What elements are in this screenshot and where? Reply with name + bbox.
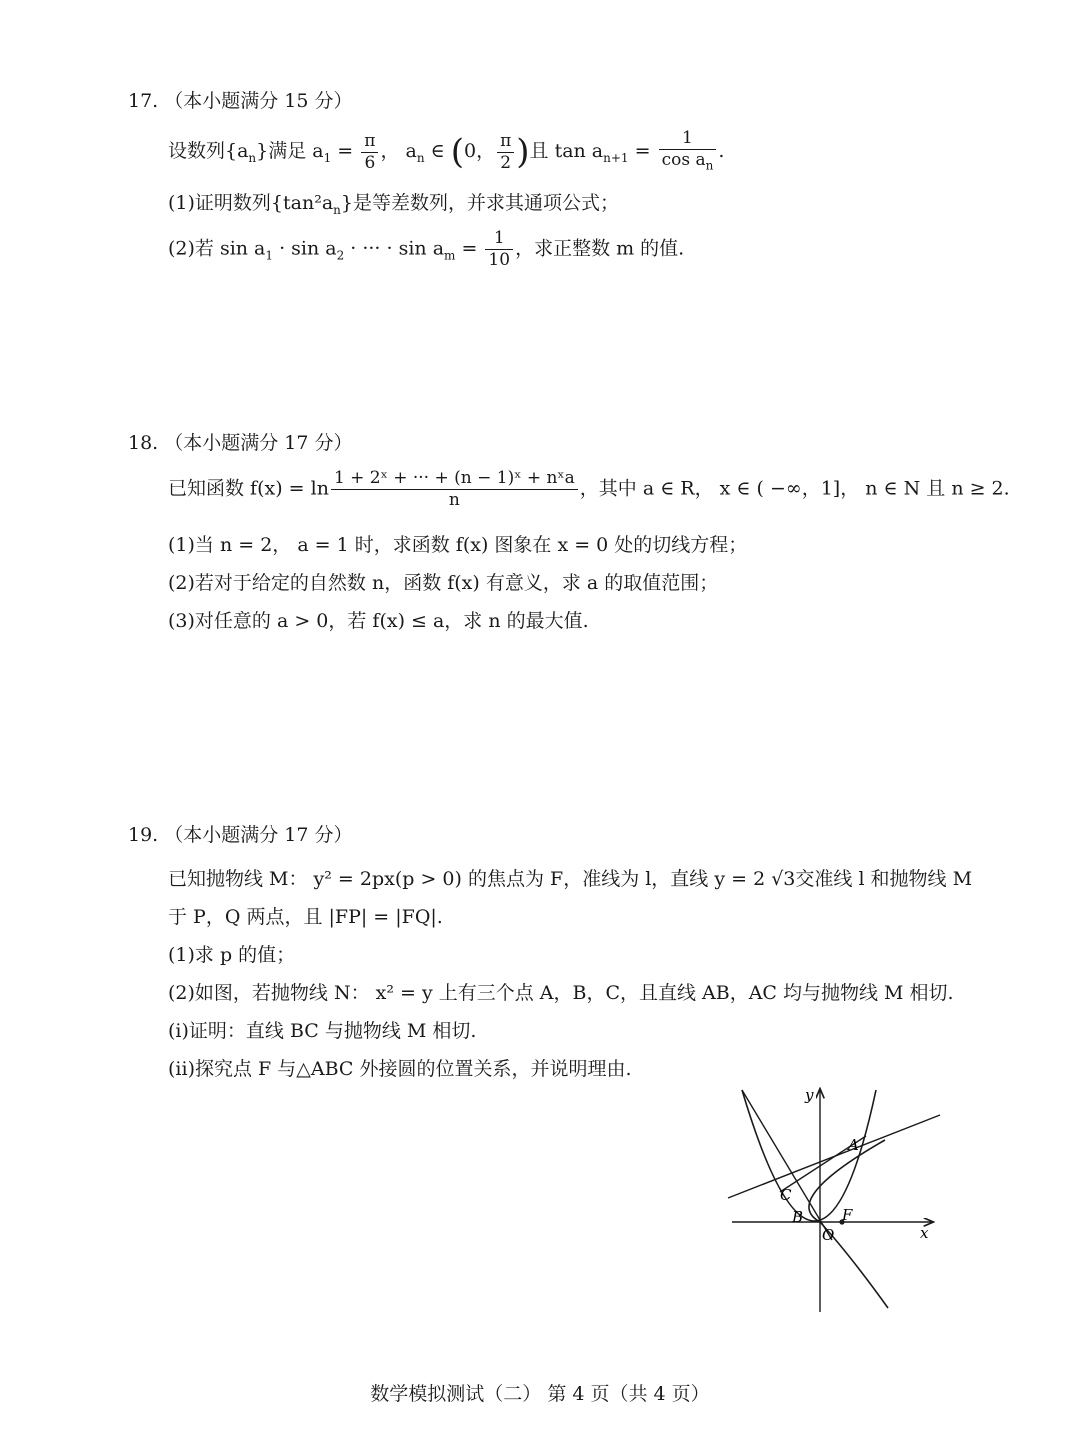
point-a-label: A <box>848 1136 859 1154</box>
point-b-label: B <box>792 1208 804 1226</box>
problem-19-stem-line-2: 于 P，Q 两点，且 |FP| = |FQ|. <box>168 906 443 928</box>
origin-label: O <box>822 1226 835 1244</box>
problem-18-part-1: (1)当 n = 2， a = 1 时，求函数 f(x) 图象在 x = 0 处的切线方程； <box>168 534 748 556</box>
problem-17-heading: 17. （本小题满分 15 分） <box>128 90 353 112</box>
problem-17 <box>128 88 988 270</box>
line-ac <box>742 1090 832 1240</box>
problem-19-part-2-ii: (ii)探究点 F 与△ABC 外接圆的位置关系，并说明理由. <box>168 1058 632 1080</box>
y-axis-label: y <box>805 1086 814 1104</box>
problem-19 <box>128 822 988 1080</box>
point-c-label: C <box>780 1186 792 1204</box>
problem-18-stem: 已知函数 f(x) = ln $\frac{\text{1 + 2ˣ + ··· + (n − 1)ˣ + nˣa}}{n}$ ，其中 a ∈ R， x ∈ ( −∞，1]， n ∈ N 且 n ≥ 2. <box>168 468 1010 510</box>
problem-18-part-3: (3)对任意的 a > 0，若 f(x) ≤ a，求 n 的最大值. <box>168 610 589 632</box>
problem-19-part-2-i: (i)证明：直线 BC 与抛物线 M 相切. <box>168 1020 477 1042</box>
problem-19-heading: 19. （本小题满分 17 分） <box>128 824 353 846</box>
problem-18-part-2: (2)若对于给定的自然数 n，函数 f(x) 有意义，求 a 的取值范围； <box>168 572 719 594</box>
problem-17-part-2: (2)若 $\sin a_1 \cdot \sin a_2$ · ··· · $\sin a_m$ = $\frac{1}{10}$ ，求正整数 m 的值. <box>168 228 685 270</box>
focus-label: F <box>842 1206 853 1224</box>
fraction-pi-over-6: $\frac{\pi}{6}$ <box>361 131 378 174</box>
fraction-1-over-10: $\frac{1}{10}$ <box>485 228 513 271</box>
problem-19-stem-line-1: 已知抛物线 M： y² = 2px(p > 0) 的焦点为 F，准线为 l，直线 y = 2 √3交准线 l 和抛物线 M <box>168 868 973 890</box>
problem-19-part-2: (2)如图，若抛物线 N： x² = y 上有三个点 A，B，C，且直线 AB，AC 均与抛物线 M 相切. <box>168 982 954 1004</box>
problem-18 <box>128 430 1010 632</box>
problem-17-part-1: (1)证明数列$\{\tan^2a_n\}$是等差数列，并求其通项公式； <box>168 192 619 217</box>
problem-18-heading: 18. （本小题满分 17 分） <box>128 432 353 454</box>
fraction-pi-over-2: $\frac{\pi}{2}$ <box>497 131 514 174</box>
problem-19-part-1: (1)求 p 的值； <box>168 944 296 966</box>
page-footer: 数学模拟测试（二） 第 4 页（共 4 页） <box>370 1383 710 1405</box>
problem-17-stem: 设数列$\{a_n\}$满足 $a_1$ = $\frac{\pi}{6}$ ， $a_n$ ∈ (0， $\frac{\pi}{2}$ )且 $\tan a_{n+1}$ = $\frac{1}{\cos a_n}$ . <box>168 128 724 176</box>
parabola-figure <box>720 1080 950 1320</box>
fraction-1-over-cos: $\frac{1}{\cos a_n}$ <box>659 128 717 176</box>
fraction-ln-argument: $\frac{\text{1 + 2ˣ + ··· + (n − 1)ˣ + nˣa}}{n}$ <box>331 468 578 511</box>
x-axis-label: x <box>920 1224 929 1242</box>
